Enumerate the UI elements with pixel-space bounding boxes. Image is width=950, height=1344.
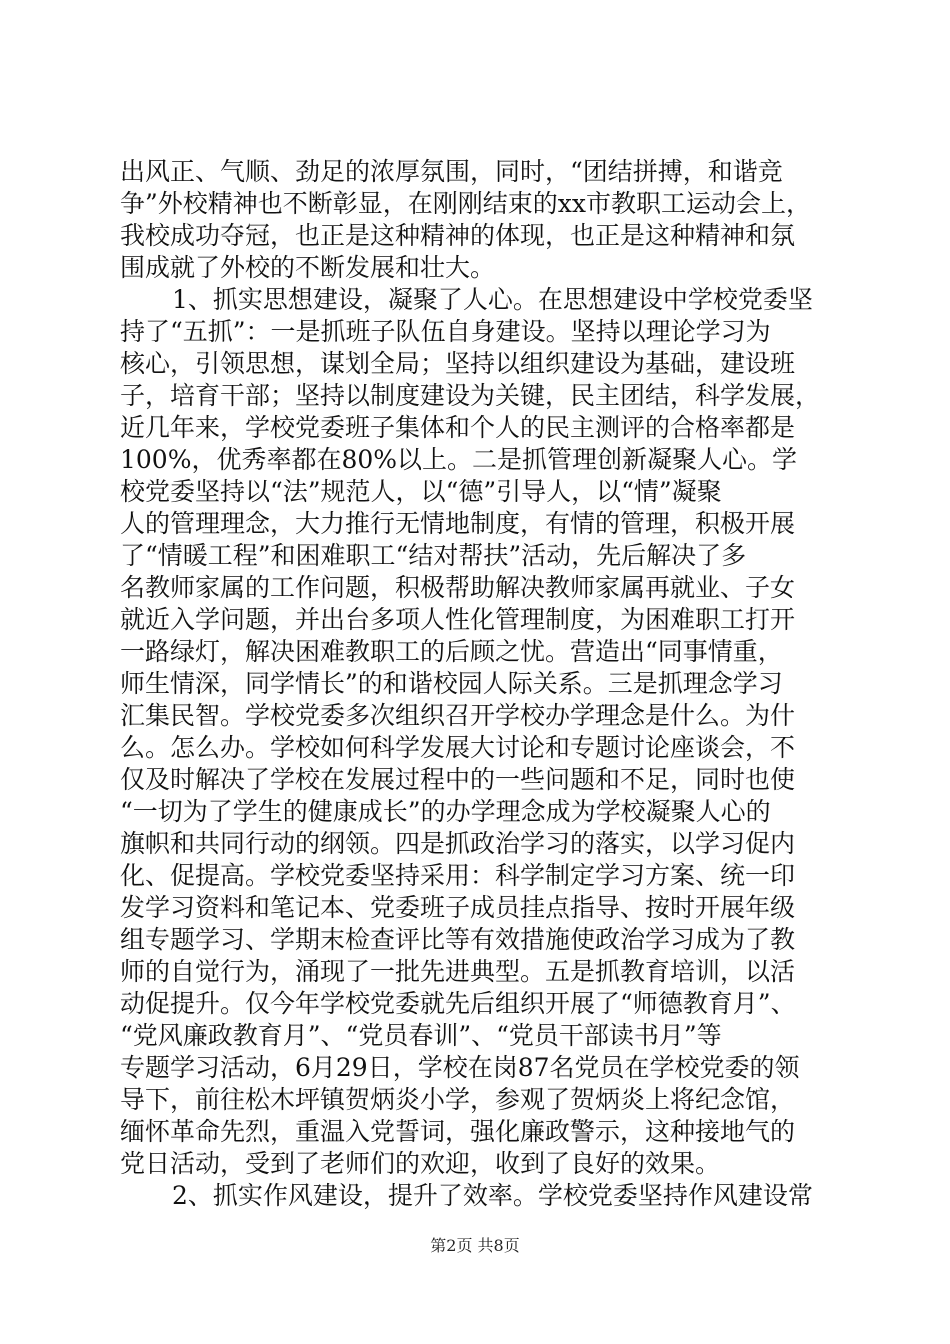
text-line: 导下，前往松木坪镇贺炳炎小学，参观了贺炳炎上将纪念馆，	[120, 1085, 796, 1114]
text-line: 校党委坚持以“法”规范人，以“德”引导人，以“情”凝聚	[120, 477, 722, 506]
text-line: 1、抓实思想建设，凝聚了人心。在思想建设中学校党委坚	[172, 285, 813, 314]
text-line: 就近入学问题，并出台多项人性化管理制度，为困难职工打开	[120, 605, 796, 634]
text-line: 围成就了外校的不断发展和壮大。	[120, 253, 496, 282]
text-line: 人的管理理念，大力推行无情地制度，有情的管理，积极开展	[120, 509, 796, 538]
text-line: 子，培育干部；坚持以制度建设为关键，民主团结，科学发展，	[120, 381, 821, 410]
text-line: 一路绿灯，解决困难教职工的后顾之忧。营造出“同事情重，	[120, 637, 783, 666]
page-number-label: 第2页 共8页	[430, 1236, 520, 1255]
text-line: 近几年来，学校党委班子集体和个人的民主测评的合格率都是	[120, 413, 796, 442]
text-line: 争”外校精神也不断彰显，在刚刚结束的xx市教职工运动会上，	[120, 189, 811, 218]
text-line: 化、促提高。学校党委坚持采用：科学制定学习方案、统一印	[120, 861, 796, 890]
text-line: 2、抓实作风建设，提升了效率。学校党委坚持作风建设常	[172, 1181, 813, 1210]
text-line: 师生情深，同学情长”的和谐校园人际关系。三是抓理念学习	[120, 669, 783, 698]
text-line: 发学习资料和笔记本、党委班子成员挂点指导、按时开展年级	[120, 893, 796, 922]
text-line: 核心，引领思想，谋划全局；坚持以组织建设为基础，建设班	[120, 349, 796, 378]
text-line: 党日活动，受到了老师们的欢迎，收到了良好的效果。	[120, 1149, 721, 1178]
text-line: 持了“五抓”：一是抓班子队伍自身建设。坚持以理论学习为	[120, 317, 771, 346]
text-line: 汇集民智。学校党委多次组织召开学校办学理念是什么。为什	[120, 701, 796, 730]
page-footer	[0, 1236, 950, 1256]
text-line: 师的自觉行为，涌现了一批先进典型。五是抓教育培训，以活	[120, 957, 796, 986]
text-line: 组专题学习、学期末检查评比等有效措施使政治学习成为了教	[120, 925, 796, 954]
text-line: 了“情暖工程”和困难职工“结对帮扶”活动，先后解决了多	[120, 541, 747, 570]
text-line: 专题学习活动，6月29日，学校在岗87名党员在学校党委的领	[120, 1053, 800, 1082]
document-body	[120, 156, 832, 1212]
text-line: “一切为了学生的健康成长”的办学理念成为学校凝聚人心的	[120, 797, 771, 826]
text-line: “党风廉政教育月”、“党员春训”、“党员干部读书月”等	[120, 1021, 722, 1050]
text-line: 出风正、气顺、劲足的浓厚氛围，同时，“团结拼搏，和谐竞	[120, 157, 783, 186]
text-line: 缅怀革命先烈，重温入党誓词，强化廉政警示，这种接地气的	[120, 1117, 796, 1146]
text-line: 名教师家属的工作问题，积极帮助解决教师家属再就业、子女	[120, 573, 796, 602]
text-line: 么。怎么办。学校如何科学发展大讨论和专题讨论座谈会，不	[120, 733, 796, 762]
text-line: 动促提升。仅今年学校党委就先后组织开展了“师德教育月”、	[120, 989, 796, 1018]
text-line: 旗帜和共同行动的纲领。四是抓政治学习的落实，以学习促内	[120, 829, 796, 858]
text-line: 我校成功夺冠，也正是这种精神的体现，也正是这种精神和氛	[120, 221, 796, 250]
text-line: 100%，优秀率都在80%以上。二是抓管理创新凝聚人心。学	[120, 445, 798, 474]
text-line: 仅及时解决了学校在发展过程中的一些问题和不足，同时也使	[120, 765, 796, 794]
